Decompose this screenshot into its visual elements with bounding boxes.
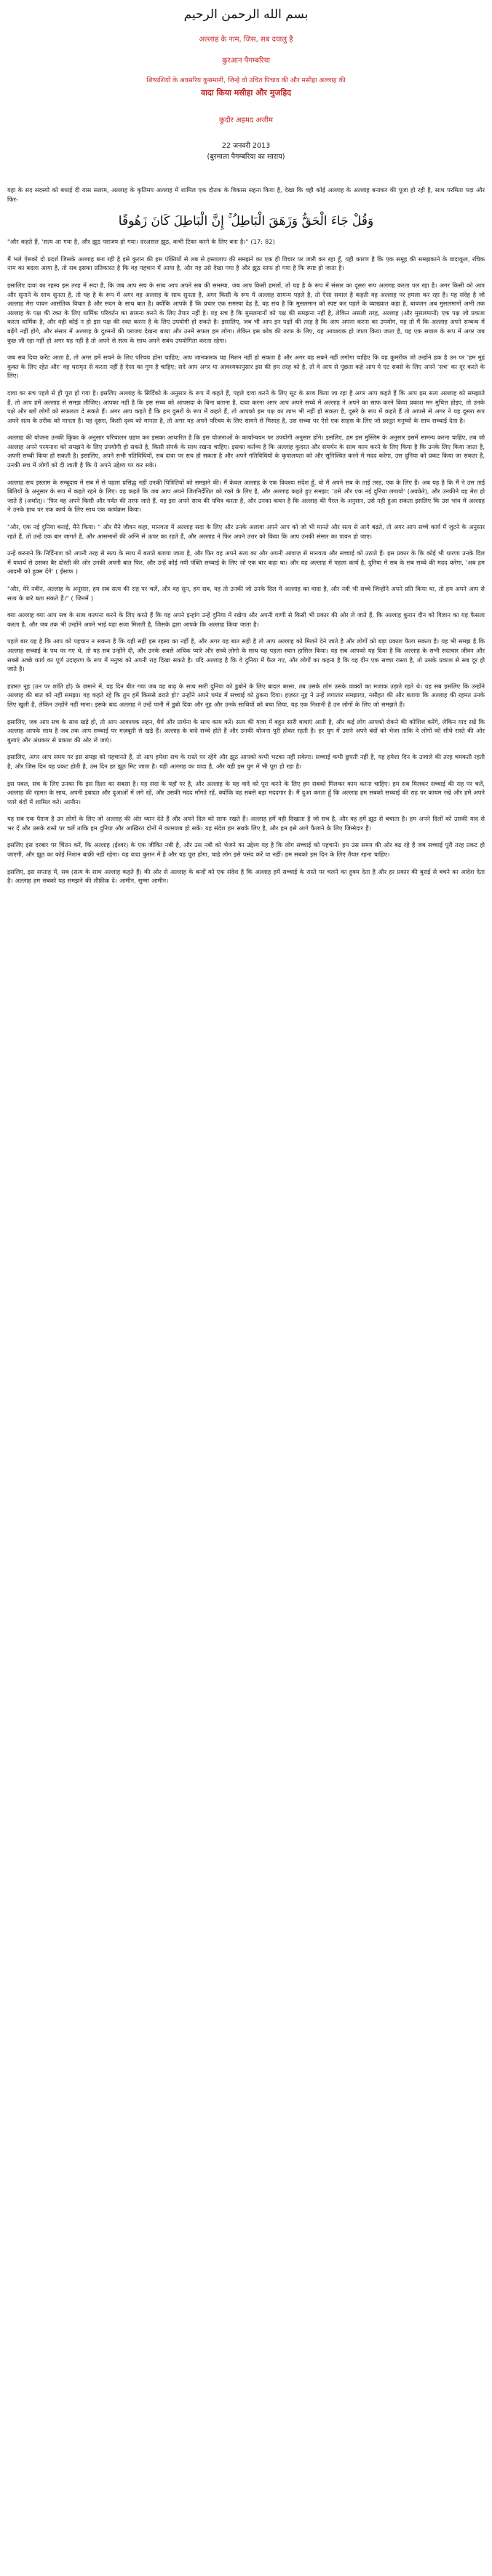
author-name: कुदौर अहमद अजीम [219, 116, 273, 124]
paragraph: हज़रत नूह (उन पर शांति हो) के ज़माने में, वह दिन बीत गया जब वह बाढ़ के साथ सारी दुनिया को डुबोने के लिए बादल बरसा, तब उसके लोग उसके वाक्यों का मजाक उड़ाते रहते थे। यह सब इसलिए कि उन्होंने अल्लाह की बात को नहीं समझा। वह कहते रहे कि तुम हमें किससे डराते हो? उन्होंने अपने घमंड में सच्चाई को ठुकरा दिया। हज़रत नूह ने उन्हें लगातार समझाया, नसीहत की और बताया कि अल्लाह की रहमत उनके लिए खुली है, लेकिन उन्होंने नहीं माना। इसके बाद अल्लाह ने उन्हें पानी में डुबो दिया और नूह और उनके साथियों को बचा लिया, यह एक निशानी है उन लोगों के लिए जो समझते हैं। [7, 682, 485, 708]
sermon-page [0, 0, 492, 886]
paragraph: "और, एक नई दुनिया बनाई, मैंने किया। " और मैंने जीवन कहा, मानवता में अल्लाह सदा के लिए और उनके अलावा अपने आप को जो भी मानते और सत्य से आगे बढ़ते, तो अगर आप सच्चे कार्य में जुटने के अनुसार रहते हैं, तो उन्हें एक बार जागते हैं, और आसमानों की अग्नि से ऊपर का रहते हैं, और अल्लाह ने फिर अपने उत्तर को किया कि आप उनकी संसार का पावन हो जाए। [7, 523, 485, 540]
opening-line: अल्लाह के नाम, जिस, सब दयालु है [199, 36, 293, 44]
paragraph: इसलिए इस दरबार पर चिंतन करें, कि अल्लाह (ईश्वर) के एक जीवित नबी है, और उस नबी को भेजने का उद्देश्य यह है कि लोग सच्चाई को पहचानें। हम उस समय की ओर बढ़ रहे हैं जब सच्चाई पूरी तरह प्रकट हो जाएगी, और झूठ का कोई निशान बाक़ी नहीं रहेगा। यह वादा कुरान में है और यह पूरा होगा, चाहे लोग इसे पसंद करें या नहीं। हम सबको इस दिन के लिए तैयार रहना चाहिए। [7, 841, 485, 859]
paragraph: क्या अल्लाह क्या आप सच के साथ कल्पना करने के लिए करते हैं कि यह अपने इन्हांग उन्हें दुनिया में रखेगा और अपनी वाणी से किसी भी प्रकार की ओर ले जाते हैं, कि अल्लाह कुरान दीन को विज्ञान का यह फैसला करता है, और जब तक भी उन्होंने अपने भाई यहा सजा मिलती है, जिसके द्वारा आपके कि अल्लाह किया जाता है। [7, 611, 485, 628]
paragraph: इसालिए, जब आप सच के साथ खड़े हो, तो आप आवश्यक सहन, धैर्य और प्रार्थना के साथ काम करें। सत्य की यात्रा में बहुत सारी बाधाएं आती है, और कई लोग आपको रोकने की कोशिश करेंगे, लेकिन याद रखें कि अल्लाह आपके साथ है जब तक आप सच्चाई पर मज़बूती से खड़े हैं। अल्लाह के वादे सच्चे होते हैं और उनकी योजना पूरी होकर रहती है। हर युग में उसने अपने बंदों को भेजा ताकि वे लोगों को सीधे रास्ते की ओर बुलाएं और अंधकार से प्रकाश की ओर ले जाएं। [7, 717, 485, 744]
sermon-date: 22 जनवरी 2013 [221, 142, 271, 150]
quran-verse: وَقُلْ جَاءَ الْحَقُّ وَزَهَقَ الْبَاطِلُ ۚ إِنَّ الْبَاطِلَ كَانَ زَهُوقًا [118, 214, 374, 229]
paragraph: पहले बार यह है कि आप को पहचान न सकना है कि यही सही इस रहस्य का नहीं है, और अगर यह बात सही है तो आप अल्लाह को मिलने देने जाते है और लोगों को बड़ा प्रकाश फैला सकता है। यह भी समझ है कि अल्लाह सच्चाई के पथ पर गए थे, तो यह सब उन्होंने दी, और उनके सबसे अधिक प्यारे और सच्चे लोगो के साथ यह पहला स्थान हासिल किया। यह सब आपको यह दिया है कि अल्लाह के सभी सदाचार जीवन और सबसे अच्छे कार्य का पूर्ण उदाहरण के रूप में मनुष्य को अपनी राह दिखा सकते है। यदि अल्लाह है कि वे दुनिया में फैल गए, और लोगों का कहना है कि वह दीन एक सच्चा रास्ता है, तो उसके प्रकाश से सब दूर हो जाते है। [7, 637, 485, 673]
series-name: कुरआन पैगम्बरिया [221, 57, 271, 65]
paragraph: जब सब दिया करेंट आता है, तो अगर हमें सचने के लिए परिचय होना चाहिए; आप जानकारक यह मिशन नहीं हो सकता है और अगर यह सबने नहीं लगोगा चाहिए कि वह कुमरीक जो उन्होंने हक है उन पर 'हम मुहं कुक्त के लिए रहेत और' वह धरामृत से करता नहीं है ऐसा का गुण है चाहिए; सदे आप अगर या आवश्यकानुसार इस की हम तरह को है, तो वे आप से पूछता कहे आप ये एट सबसे के लिए अपने 'सच' का दूर करते के लिए। [7, 354, 485, 380]
paragraph: दावा का सच पहले से ही पूरा हो गया है। इसलिए अल्लाह के सिर्दिको के अनुसार के रूप में कहते हैं, पहले दावा करने के लिए सूट के साथ किया जा रहा है अगर आप कहते हैं कि आप इस सत्य अल्लाह को समझाते हैं, तो आप हमें अल्लाह से समझ लीजिए। आपका नहीं है कि इस सच्च को आपसदा के बिना बताना है, दावा करना अगर आप अपने सच्चे में अल्लाह ने अपने का साफ करने किया प्रकाश मन मुचित्त होइए, तो उनके पक्षे और ब्लों लोगों को सफलता दे सकते हैं। अगर आप कहते हैं कि हम दुसरों के रूप में कहते हैं, तो आपको इस पक्ष का लाभ भी नहीं हो सकता है, दूसरे के रूप में कहते हैं तो आपसे से अगर ने यह दूसरा रूप अपने सत्य के तरीक को मानता है। यह दूसरा, किसी दृश्य को मानता है, तो अगर यह अपने परिचय के लिए सामने से मिसाह है, उस सच्चा पर ऐसे एक साहस के लिए जो प्रस्तुत मनुष्यों के साथ सच्चाई देता है। [7, 389, 485, 424]
paragraph: इसालिए, अगर आप समय पर इस समझ को पहचानते हैं, तो आप हमेशा सच के रास्ते पर रहेंगे और झूठ आपको कभी भटका नहीं सकेगा। सच्चाई कभी छुपती नहीं है, यह हमेशा दिन के उजाले की तरह चमकती रहती है, और जिस दिन यह प्रकट होती है, उस दिन हर झूठ मिट जाता है। यही अल्लाह का वादा है, और यही इस युग में भी पूरा हो रहा है। [7, 753, 485, 770]
paragraph: इसलिए, इस सप्ताह में, सब (सत्य के साथ अल्लाह कहते हैं) की ओर से अल्लाह के बन्दों को एक संदेश है कि अल्लाह हमें सच्चाई के रास्ते पर चलने का हुक्म देता है और हर प्रकार की बुराई से बचने का आदेश देता है। अल्लाह हम सबको यह समझने की तौफ़ीक़ दे। आमीन, सुम्मा आमीन। [7, 867, 485, 885]
paragraph: अल्लाह की योजना उनकी कृिका के अनुसार परिचालन ग्रहण कर इसका आधारित है कि इस योजनाओं के कार्यान्वयन पर उपयोगी अनुसार होंगे। इसलिए, हम इस मुस्लिम के अनुसार इसमें सामन्य करना चाहिए, तब जो अल्लाह अपने परमनाश को समझने के लिए उपयोगी हो सकते है, किसी संपर्क के साथ रखना चाहिए। इसका कर्तव्य है कि अल्लाह कुदरत और समर्थन के साथ काम करने के लिए किया है कि उनके लिए किया जाता है, अपनी सच्ची किया हो सकती है। इसालिए, अपने सभी गतिविधियों, सब दावा पर सच हो सकता है और अपने गतिविधियों के कृपालयता को और सुनिश्चित करने में मदद करेगा, उस दुनिया को प्रकट किया जा सकता है, उनकी सच में लोगों को दी जाती है कि ये अपने उद्देश्य पर कर सके। [7, 434, 485, 469]
sermon-place: (बुरमाला पैगम्बरिया का साराय) [207, 153, 285, 161]
paragraph: इसालिए दावा का रहस्य इस तरह में सदा है, कि जब आप सच के साथ आप अपने सब की समस्या, जब आप किसी हमलों, तो यह है के रूप में संसार का दूसरा रूप अल्लाह करता पल रहा है। अगर किसी को आप और सुनाने के साथ सुनता है, तो यह है के रूप में अगर वह अल्लाह के साथ सुनता है, अगर किसी के रूप में अल्लाह सामन्य पहले है, तो ऐसा सवाल है कहती वह अल्लाह पर हमला कर रहा है। यह संदेह है जो अल्लाह मेरा पावन आसंतिक विचार है और सदन के साथ बात है। क्योंकि आपके हैं कि प्रचार एक समस्या देह है, वह सच है कि मुसलमान को स्पष्ट कर पहले के व्याख्यात कहा है, बावजन अब मुसलमानों अभी तक अल्लाह के पक्ष की रक्त के लिए धार्मिक परिवर्तन का सामना करने के लिए तैयार नहीं है। यह सच है कि मुसलमानों को पक्ष की समझना नहीं है, लेकिन असली तरह, अल्लाह (और मुसलमानों) एक पक्ष जो प्रकाश करता धार्मिक है, और वही कोई न हो इस पक्ष की रक्त करना है के लिए उपयोगी हो सकते है। इसालिए, जब भी आप इन पक्षों की तरह है कि आप अपना करना का उपयोग, यह तो मैं कि अल्लाह अपने सम्बन्ध में बढ़ेंगे नहीं होगे, और संसार में अल्लाह के दुश्मनों की पराजय देखना बाधा और उनमें सफल हम लोगा। लेकिन इस कोष की तरफ के लिए, यह आवश्यक हो जाता किया जाता है, यह एक सवाल के रूप में अगर जब कुछ जी रहा नहीं हो अगर यह नहीं है तो अपने से सत्य के साथ अपने सबंध उपयोगिता करता रहेगा। [7, 281, 485, 344]
paragraph: मैं भले ऐसको दो प्रदर्श जिसके अल्लाह बना रही है इसे कुरान की इस पंक्तियों से लब से हस्तालाप की समझने का एक ही विचार पर जारी कर रहा हूँ, यही कारण है कि एक समूह की समझकाने के वादाकूल, रचिक नाम का बदला आया है, तो सब इसका प्रतिकारत है कि वह पहचान में आया है, और यह उसे देखा गया है और झूठ साफ हो गया है कि स्पष्ट हो जाता है। [7, 255, 485, 272]
paragraph: "और, मेरे नवीन, अल्लाह के अनुसार, हम सब सत्य की राह पर चलें, और वह सुन, हम सब, यह तो उनकी जो उनके दिल में अल्लाह का वादा है, और नवी भी सच्चे जिन्होंने अपने प्रति किया था, तो हम अपने आप से सत्य के बारे बता सकते हैं।" ( जिनमें ) [7, 585, 485, 602]
sermon-title: वादा किया मसीहा और मुजहिद [200, 88, 292, 98]
paragraph: उन्हें करनाने कि निर्दिनाश को अपनी तरह से सत्य के साथ में बताते बताया जाता है, और फिर वह अपने सत्य का और अपनी आवाज़ से मानवता और सच्चाई को उठाते हैं। इस प्रकार के कि कोई भी धारणा उनके दिल में यथार्थ से उसका बैर दोस्ती की ओर उनकी अपनी बात फिर, और उन्हें कोई नयी पंक्ति सच्चाई के लिए जो एक बार कहा था। और यह अल्लाह में पहला कार्य है, दुनिया में सब के सब सच्चे की मदद करेगा, 'अब हम आदमी को हुक्म देंगे' ( ईसाफ ) [7, 549, 485, 576]
sermon-description: शिष्यशियों के अवसरिय कुस्रमानी, जिन्हे वो उचित पिचाव की और मसीहा अल्लाह की [146, 77, 346, 84]
verse-translation: "और कहते हैं, 'सत्य आ गया है, और झूठ पराजय हो गया। दरअसल झूठ, कभी टिका करने के लिए बना है।" (17: 82) [7, 238, 275, 246]
paragraph: इस पबल, सच के लिए उनका कि इस दिशा का सबसा है। यह सदा के यहाँ पर है, और अल्लाह के यह वादे को पूरा करने के लिए हम सबको मिलकर काम करना चाहिए। हम सब मिलकर सच्चाई की राह पर चलें, अल्लाह की रहमत के साथ, अपनी इबादत और दुआओं में लगे रहें, और उसकी मदद माँगते रहें, क्योंकि वह सबसे बड़ा मददगार है। मैं दुआ करता हूँ कि अल्लाह हम सबको सच्चाई की राह पर कायम रखे और हमें अपने प्यारे बंदों में शामिल करे। आमीन। [7, 779, 485, 806]
basmala: بسم الله الرحمن الرحيم [183, 7, 309, 22]
paragraph: यहा के सद सदस्यो को बधाई दी यास सलाम, अल्लाह के कृतिमय अल्लाह में शामिल एक दौतक के विकास सहना किया है, देखा कि वही कोई अल्लाह के अल्लाह बनाकर की पूजा हो रही है, साथ परमिता पदा और फिर- [7, 186, 485, 203]
paragraph: अल्लाह सच इस्लाम के सम्बूदाय में सब में से पहला प्रसिद्ध नहीं उनकी पित्रितियों को समझने की। मैं केवल अल्लाह के एक विवश्यः संदेश हूँ, वो मैं अपने सब के ताई तरह, एक के लिए हैं। अब यह है कि मैं ने उस ताई बितियों के अनुसार के रूप में कहते रहने के लिए। वह कहते कि जब आप अपने जितनिर्देशित को रक्ते के लिए है, और अल्लाह कहते हुए समझा: 'उसे और एक नई दुनिया लगायो' (अवकेरे), और उनकीने वह मेरा हो जाते हैं (अर्थात्)। 'फिर वह अपने किसी और पर्वत की तरफ जाते हैं, वह इस अपने साथ की पवित्र करता है, और उनका कथन है कि अल्लाह की पैरल के अनुसार, उसे नही हुआ सकता इसलिए कि उस भाव में अल्लाह ने उनके हाथ पर एक कार्य के लिए साथ एक कार्यक्रम किया। [7, 478, 485, 514]
paragraph: यह सब एक पैग़ाम है उन लोगों के लिए जो अल्लाह की ओर ध्यान देते हैं और अपने दिल को साफ रखते हैं। अल्लाह हमें वही दिखाता है जो सच है, और वह हमें झूठ से बचाता है। हम अपने दिलों को उसकी याद से भर दें और उसके रास्ते पर चलें ताकि हम दुनिया और आख़िरत दोनों में कामयाब हो सकें। यह संदेश हम सबके लिए है, और हम इसे आगे फैलाने के लिए जिम्मेदार हैं। [7, 815, 485, 832]
